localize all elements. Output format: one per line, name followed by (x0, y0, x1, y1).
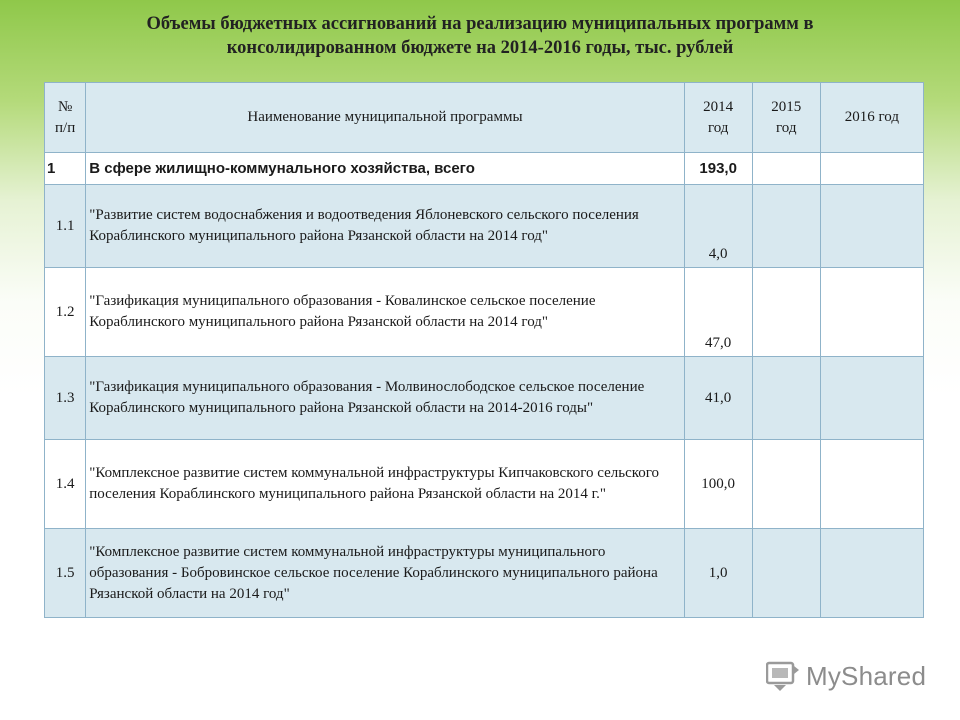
row-name: "Комплексное развитие систем коммунальной инфраструктуры муниципального образования - Бобровинское сельское поселение Кораблинского муниципального района Рязанской области на 2014 год" (86, 529, 684, 618)
row-name: В сфере жилищно-коммунального хозяйства, всего (86, 153, 684, 185)
header-2014-suffix: год (707, 119, 729, 136)
row-2014: 1,0 (684, 529, 752, 618)
table-row (45, 268, 924, 357)
myshared-logo-icon (766, 660, 800, 692)
myshared-watermark[interactable] (766, 658, 926, 694)
row-2014: 47,0 (684, 268, 752, 357)
header-num-symbol: № (57, 98, 73, 115)
row-2015 (752, 185, 820, 268)
row-2015 (752, 357, 820, 440)
row-name: "Комплексное развитие систем коммунальной инфраструктуры Кипчаковского сельского поселения Кораблинского муниципального района Рязанской области на 2014 г." (86, 440, 684, 529)
row-2015 (752, 268, 820, 357)
header-name: Наименование муниципальной программы (86, 83, 684, 153)
table-row (45, 529, 924, 618)
row-2014: 100,0 (684, 440, 752, 529)
header-2014-year: 2014 (703, 98, 734, 115)
row-num: 1.1 (45, 185, 86, 268)
page-title (80, 12, 880, 60)
row-2014: 193,0 (684, 153, 752, 185)
row-2016 (820, 357, 923, 440)
row-name: "Развитие систем водоснабжения и водоотведения Яблоневского сельского поселения Кораблинского муниципального района Рязанской области на 2014 год" (86, 185, 684, 268)
row-2016 (820, 268, 923, 357)
table-row (45, 357, 924, 440)
header-2016: 2016 год (820, 83, 923, 153)
row-2015 (752, 153, 820, 185)
row-num: 1.3 (45, 357, 86, 440)
row-2014: 41,0 (684, 357, 752, 440)
row-name: "Газификация муниципального образования - Ковалинское сельское поселение Кораблинского муниципального района Рязанской области на 2014 год" (86, 268, 684, 357)
table-row (45, 153, 924, 185)
row-2014: 4,0 (684, 185, 752, 268)
header-2014 (684, 83, 752, 153)
row-2016 (820, 529, 923, 618)
row-name: "Газификация муниципального образования - Молвинослободское сельское поселение Кораблинского муниципального района Рязанской области на 2014-2016 годы" (86, 357, 684, 440)
header-2015-year: 2015 (771, 98, 802, 115)
myshared-logo-text: MyShared (806, 660, 927, 691)
title-line-1: Объемы бюджетных ассигнований на реализацию муниципальных программ в (146, 14, 814, 34)
row-2016 (820, 153, 923, 185)
row-2016 (820, 440, 923, 529)
table-row (45, 440, 924, 529)
row-num: 1.5 (45, 529, 86, 618)
header-num (45, 83, 86, 153)
row-2015 (752, 440, 820, 529)
title-line-2: консолидированном бюджете на 2014-2016 годы, тыс. рублей (226, 38, 734, 58)
row-2015 (752, 529, 820, 618)
row-num: 1.2 (45, 268, 86, 357)
header-num-label: п/п (55, 119, 76, 136)
table-row (45, 185, 924, 268)
programs-table (44, 82, 924, 618)
header-2015 (752, 83, 820, 153)
table-header-row (45, 83, 924, 153)
header-2015-suffix: год (776, 119, 797, 136)
row-num: 1.4 (45, 440, 86, 529)
row-2016 (820, 185, 923, 268)
row-num: 1 (45, 153, 86, 185)
